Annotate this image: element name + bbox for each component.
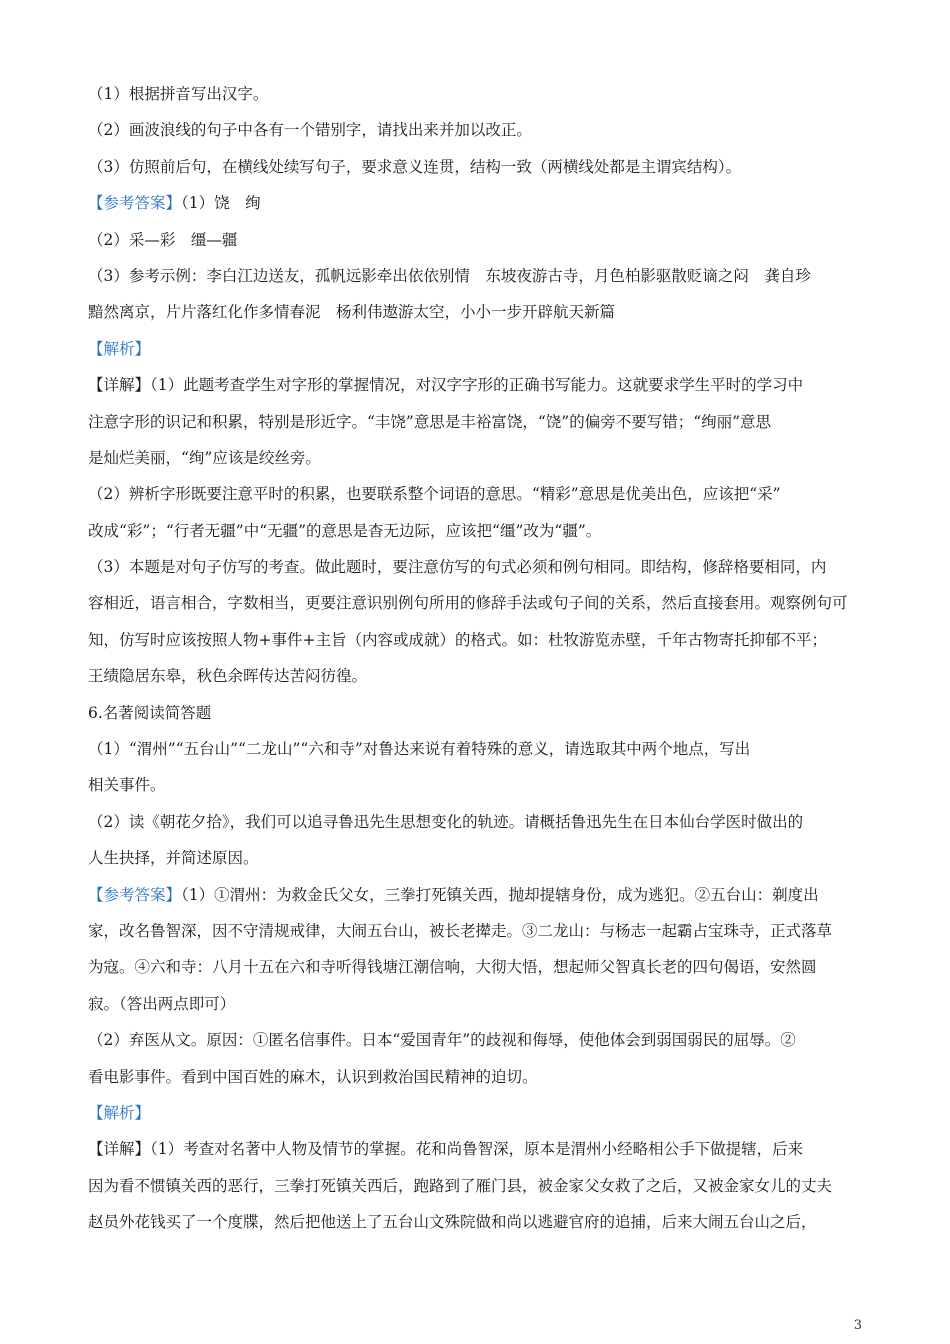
answer-tag: 【解析】 <box>88 339 151 358</box>
line-text: （1）根据拼音写出汉字。 <box>88 85 269 103</box>
line-text: 黯然离京，片片落红化作多情春泥 杨利伟遨游太空，小小一步开辟航天新篇 <box>88 303 616 322</box>
text-line <box>88 185 866 221</box>
line-text: 人生抉择，并简述原因。 <box>88 849 259 868</box>
text-line <box>88 877 866 913</box>
page-number: 3 <box>853 1318 862 1333</box>
line-text: 为寇。④六和寺：八月十五在六和寺听得钱塘江潮信响，大彻大悟，想起师父智真长老的四句偈语，安然圆 <box>88 958 817 977</box>
line-text: 6.名著阅读简答题 <box>88 703 212 722</box>
text-line <box>88 367 866 403</box>
line-text: 容相近，语言相合，字数相当，更要注意识别例句所用的修辞手法或句子间的关系，然后直接套用。观察例句可 <box>88 594 848 613</box>
line-text: 因为看不惯镇关西的恶行，三拳打死镇关西后，跑路到了雁门县，被金家父女救了之后，又被金家女儿的丈夫 <box>88 1176 833 1195</box>
text-line <box>88 294 866 330</box>
line-text: （1）①渭州：为救金氏父女，三拳打死镇关西，抛却提辖身份，成为逃犯。②五台山：剃度出 <box>181 885 819 904</box>
text-line <box>88 1131 866 1167</box>
text-line <box>88 76 866 112</box>
text-line <box>88 440 866 476</box>
text-line <box>88 258 866 294</box>
text-line <box>88 658 866 694</box>
line-text: （2）采—彩 缰—疆 <box>88 230 238 249</box>
line-text: （2）画波浪线的句子中各有一个错别字，请找出来并加以改正。 <box>88 121 532 140</box>
line-text: 看电影事件。看到中国百姓的麻木，认识到救治国民精神的迫切。 <box>88 1067 538 1086</box>
line-text: （3）参考示例：李白江边送友，孤帆远影牵出依依别情 东坡夜游古寺，月色柏影驱散贬谪之闷 龚自珍 <box>88 266 811 285</box>
text-line <box>88 149 866 185</box>
text-line <box>88 513 866 549</box>
line-text: 改成“彩”；“行者无疆”中“无疆”的意思是杳无边际，应该把“缰”改为“疆”。 <box>88 521 602 540</box>
text-line <box>88 695 866 731</box>
line-text: （2）辨析字形既要注意平时的积累，也要联系整个词语的意思。“精彩”意思是优美出色，应该把“采” <box>88 485 781 504</box>
document-body <box>88 76 866 1241</box>
text-line <box>88 549 866 585</box>
text-line <box>88 331 866 367</box>
line-text: （3）本题是对句子仿写的考查。做此题时，要注意仿写的句式必须和例句相同。即结构，修辞格要相同，内 <box>88 558 827 577</box>
text-line <box>88 731 866 767</box>
line-text: （2）读《朝花夕拾》，我们可以追寻鲁迅先生思想变化的轨迹。请概括鲁迅先生在日本仙台学医时做出的 <box>88 812 804 831</box>
line-text: 注意字形的识记和积累，特别是形近字。“丰饶”意思是丰裕富饶，“饶”的偏旁不要写错；“绚丽”意思 <box>88 412 772 431</box>
text-line <box>88 404 866 440</box>
text-line <box>88 986 866 1022</box>
line-text: （1）饶 绚 <box>181 194 261 213</box>
text-line <box>88 840 866 876</box>
text-line <box>88 585 866 621</box>
answer-tag: 【参考答案】 <box>88 194 182 213</box>
text-line <box>88 949 866 985</box>
line-text: 家，改名鲁智深，因不守清规戒律，大闹五台山，被长老撵走。③二龙山：与杨志一起霸占宝珠寺，正式落草 <box>88 921 833 940</box>
text-line <box>88 913 866 949</box>
line-text: （3）仿照前后句，在横线处续写句子，要求意义连贯，结构一致（两横线处都是主谓宾结构）。 <box>88 157 742 176</box>
text-line <box>88 1022 866 1058</box>
line-text: 寂。（答出两点即可） <box>88 994 236 1013</box>
text-line <box>88 112 866 148</box>
line-text: 相关事件。 <box>88 776 166 795</box>
line-text: 【详解】（1）此题考查学生对字形的掌握情况，对汉字字形的正确书写能力。这就要求学生平时的学习中 <box>88 376 804 395</box>
line-text: 【详解】（1）考查对名著中人物及情节的掌握。花和尚鲁智深，原本是渭州小经略相公手下做提辖，后来 <box>88 1140 804 1159</box>
text-line <box>88 804 866 840</box>
text-line <box>88 1204 866 1240</box>
text-line <box>88 622 866 658</box>
line-text: 是灿烂美丽，“绚”应该是绞丝旁。 <box>88 448 321 467</box>
text-line <box>88 1095 866 1131</box>
text-line <box>88 767 866 803</box>
text-line <box>88 222 866 258</box>
line-text: （1）“渭州”“五台山”“二龙山”“六和寺”对鲁达来说有着特殊的意义，请选取其中两个地点，写出 <box>88 740 751 759</box>
line-text: 知，仿写时应该按照人物+事件+主旨（内容或成就）的格式。如：杜牧游览赤壁，千年古物寄托抑郁不平； <box>88 630 827 649</box>
line-text: 王绩隐居东皋，秋色余晖传达苦闷彷徨。 <box>88 667 368 686</box>
line-text: 赵员外花钱买了一个度牒，然后把他送上了五台山文殊院做和尚以逃避官府的追捕，后来大闹五台山之后， <box>88 1213 817 1232</box>
answer-tag: 【解析】 <box>88 1103 151 1122</box>
text-line <box>88 476 866 512</box>
line-text: （2）弃医从文。原因：①匿名信事件。日本“爱国青年”的歧视和侮辱，使他体会到弱国弱民的屈辱。② <box>88 1031 796 1050</box>
text-line <box>88 1168 866 1204</box>
answer-tag: 【参考答案】 <box>88 885 182 904</box>
text-line <box>88 1059 866 1095</box>
